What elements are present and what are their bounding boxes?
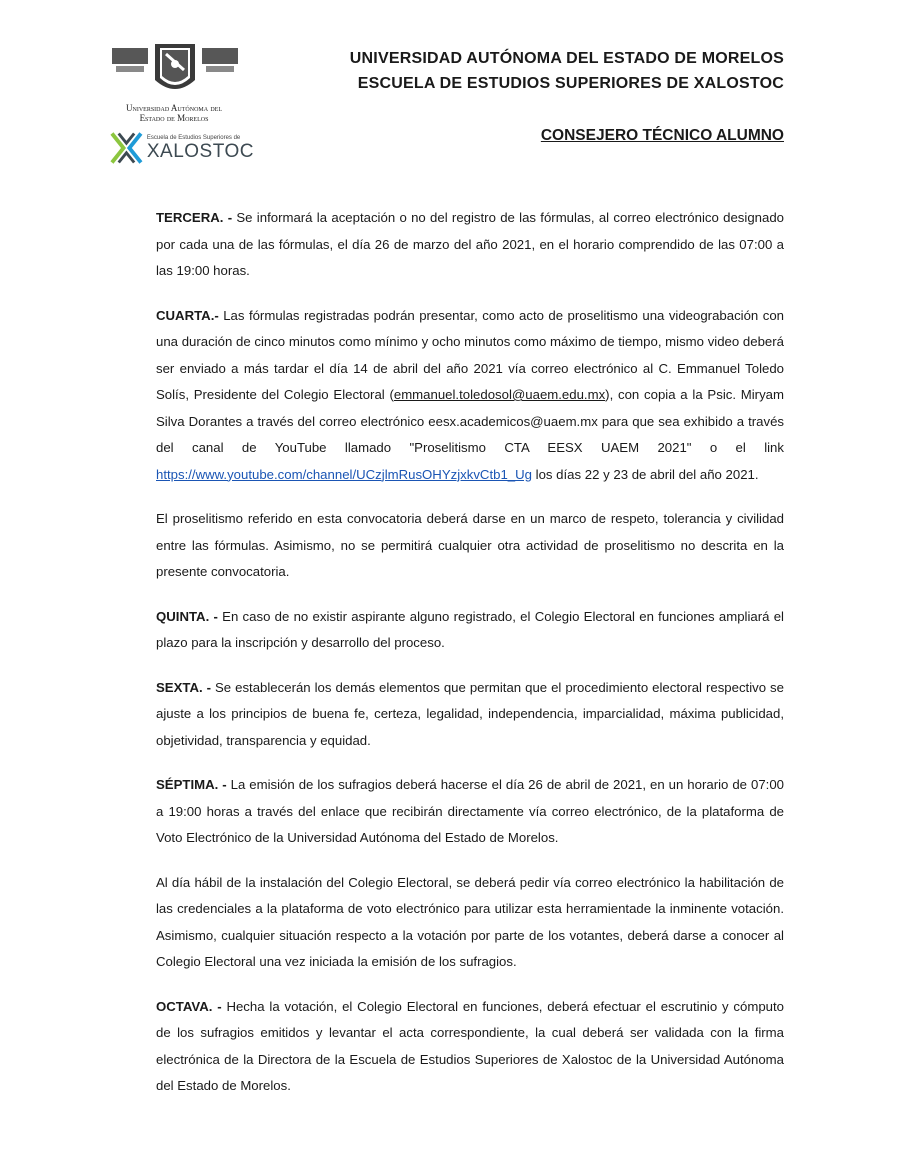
paragraph-quinta xyxy=(156,604,784,657)
paragraph-proselitismo: El proselitismo referido en esta convocatoria deberá darse en un marco de respeto, tolerancia y civilidad entre las fórmulas. Asimismo, no se permitirá cualquier otra actividad de proselitismo no descrita en la presente convocatoria. xyxy=(156,511,784,579)
university-logo-line-2: Estado de Morelos xyxy=(139,113,209,123)
text-cuarta-3: los días 22 y 23 de abril del año 2021. xyxy=(532,466,759,482)
text-cuarta-2: ), con copia a la Psic. Miryam Silva Dorantes a través del correo electrónico eesx.academicos@uaem.mx para que sea exhibido a través del canal de YouTube llamado "Proselitismo CTA EESX UAEM 2021" o el link xyxy=(156,387,784,455)
university-logo-line-1: Universidad Autónoma del xyxy=(126,103,222,113)
document-subtitle: CONSEJERO TÉCNICO ALUMNO xyxy=(540,127,784,144)
text-quinta: En caso de no existir aspirante alguno registrado, el Colegio Electoral en funciones ampliará el plazo para la inscripción y desarrollo del proceso. xyxy=(156,608,784,650)
title-school: ESCUELA DE ESTUDIOS SUPERIORES DE XALOSTOC xyxy=(357,75,784,92)
paragraph-septima xyxy=(156,772,784,852)
uaem-crest-logo xyxy=(110,40,240,102)
paragraph-cuarta xyxy=(156,303,784,489)
document-title-block xyxy=(350,46,784,96)
heading-quinta: QUINTA. - xyxy=(156,608,218,624)
header-logos xyxy=(104,40,254,165)
heading-septima: SÉPTIMA. - xyxy=(156,777,227,792)
document-body xyxy=(156,205,784,1118)
youtube-channel-link[interactable]: https://www.youtube.com/channel/UCzjlmRusOHYzjxkvCtb1_Ug xyxy=(156,466,532,482)
heading-tercera: TERCERA. - xyxy=(156,210,233,225)
paragraph-sexta xyxy=(156,675,784,755)
heading-octava: OCTAVA. - xyxy=(156,998,222,1014)
email-presidente[interactable]: emmanuel.toledosol@uaem.edu.mx xyxy=(393,387,606,402)
university-name-logo-text xyxy=(104,103,244,123)
paragraph-tercera xyxy=(156,205,784,285)
paragraph-habilitacion: Al día hábil de la instalación del Colegio Electoral, se deberá pedir vía correo electrónico la habilitación de las credenciales a la plataforma de voto electrónico para utilizar esta herramientade la inminente votación. Asimismo, cualquier situación respecto a la votación por parte de los votantes, deberá darse a conocer al Colegio Electoral una vez iniciada la emisión de los sufragios. xyxy=(156,874,784,969)
text-tercera: Se informará la aceptación o no del registro de las fórmulas, al correo electrónico designado por cada una de las fórmulas, el día 26 de marzo del año 2021, en el horario comprendido de las 07:00 a las 19:00 horas. xyxy=(156,210,784,278)
heading-cuarta: CUARTA.- xyxy=(156,307,219,323)
text-octava: Hecha la votación, el Colegio Electoral en funciones, deberá efectuar el escrutinio y cómputo de los sufragios emitidos y levantar el acta correspondiente, la cual deberá ser validada con la firma electrónica de la Directora de la Escuela de Estudios Superiores de Xalostoc de la Universidad Autónoma del Estado de Morelos. xyxy=(156,998,784,1093)
title-university: UNIVERSIDAD AUTÓNOMA DEL ESTADO DE MORELOS xyxy=(349,50,784,67)
text-cuarta-1: Las fórmulas registradas podrán presentar, como acto de proselitismo una videograbación con una duración de cinco minutos como mínimo y ocho minutos como máximo de tiempo, mismo video deberá ser enviado a más tardar el día 14 de abril del año 2021 vía correo electrónico al C. Emmanuel Toledo Solís, Presidente del Colegio Electoral ( xyxy=(156,307,784,402)
xalostoc-logo-small-text: Escuela de Estudios Superiores de xyxy=(146,134,241,141)
xalostoc-logo xyxy=(110,131,254,165)
paragraph-octava xyxy=(156,994,784,1100)
text-sexta: Se establecerán los demás elementos que permitan que el procedimiento electoral respectivo se ajuste a los principios de buena fe, certeza, legalidad, independencia, imparcialidad, máxima publicidad, objetividad, transparencia y equidad. xyxy=(156,679,784,748)
xalostoc-x-icon xyxy=(110,131,143,165)
heading-sexta: SEXTA. - xyxy=(156,679,212,695)
text-septima: La emisión de los sufragios deberá hacerse el día 26 de abril de 2021, en un horario de 07:00 a 19:00 horas a través del enlace que recibirán directamente vía correo electrónico, de la plataforma de Voto Electrónico de la Universidad Autónoma del Estado de Morelos. xyxy=(156,777,784,845)
xalostoc-logo-big-text: XALOSTOC xyxy=(146,140,254,162)
